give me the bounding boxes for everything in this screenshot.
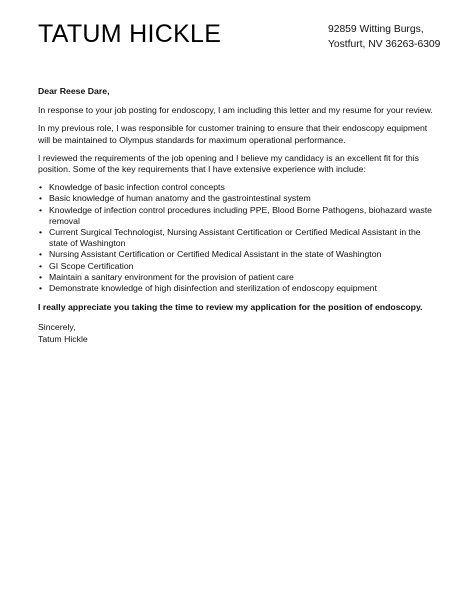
list-item	[38, 227, 440, 249]
list-item-text: Demonstrate knowledge of high disinfection and sterilization of endoscopy equipment	[49, 283, 377, 294]
list-item	[38, 182, 440, 193]
list-item-text: Nursing Assistant Certification or Certified Medical Assistant in the state of Washington	[49, 249, 382, 260]
bullet-icon: •	[39, 260, 43, 271]
list-item-text: GI Scope Certification	[49, 260, 134, 271]
list-item	[38, 249, 440, 260]
list-item	[38, 261, 440, 272]
signature-name: Tatum Hickle	[38, 333, 88, 344]
paragraph-requirements: I reviewed the requirements of the job opening and I believe my candidacy is an excellent fit for this position. Some of the key requirements that I have extensive experience with include:	[38, 152, 420, 175]
bullet-icon: •	[39, 193, 43, 204]
paragraph-previous-role: In my previous role, I was responsible for customer training to ensure that their endoscopy equipment will be maintained to Olympus standards for maximum operational performance.	[38, 123, 428, 145]
address-line-2: Yostfurt, NV 36263-6309	[328, 39, 441, 50]
letter-body	[38, 86, 440, 345]
list-item	[38, 193, 440, 204]
list-item	[38, 205, 440, 227]
paragraph-intro: In response to your job posting for endoscopy, I am including this letter and my resume for your review.	[38, 105, 433, 116]
bullet-icon: •	[39, 227, 43, 238]
closing-statement: I really appreciate you taking the time to review my application for the position of endoscopy.	[38, 302, 423, 313]
list-item	[38, 283, 440, 294]
bullet-icon: •	[39, 249, 43, 260]
bullet-icon: •	[39, 182, 43, 193]
address-line-1: 92859 Witting Burgs,	[328, 24, 424, 35]
sign-off: Sincerely,	[38, 322, 76, 333]
list-item-text: Maintain a sanitary environment for the provision of patient care	[49, 271, 294, 282]
bullet-icon: •	[39, 271, 43, 282]
bullet-icon: •	[39, 283, 43, 294]
applicant-address	[328, 22, 440, 52]
list-item	[38, 272, 440, 283]
bullet-icon: •	[39, 204, 43, 215]
requirements-list	[38, 182, 440, 294]
list-item-text: Current Surgical Technologist, Nursing Assistant Certification or Certified Medical Assistant in the state of Washington	[49, 227, 421, 249]
list-item-text: Knowledge of infection control procedures including PPE, Blood Borne Pathogens, biohazard waste removal	[49, 204, 432, 226]
list-item-text: Basic knowledge of human anatomy and the gastrointestinal system	[49, 193, 311, 204]
applicant-name: TATUM HICKLE	[38, 20, 222, 48]
salutation: Dear Reese Dare,	[38, 86, 110, 96]
list-item-text: Knowledge of basic infection control concepts	[49, 182, 225, 193]
